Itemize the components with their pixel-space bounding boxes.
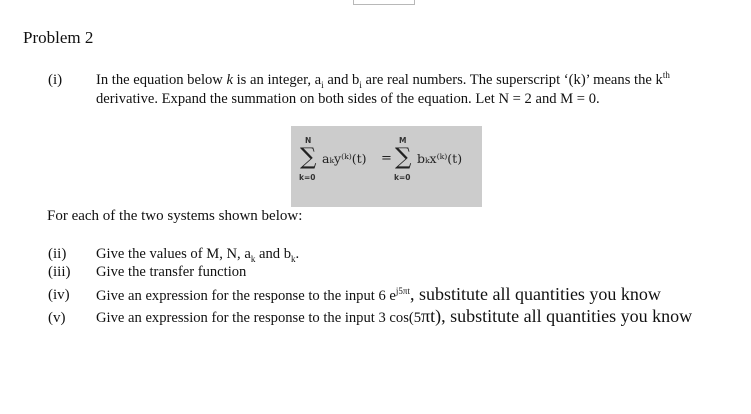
left-term: aₖy⁽ᵏ⁾(t) [322,151,367,166]
intro-text: For each of the two systems shown below: [47,208,303,224]
item-v-text: Give an expression for the response to the input 3 cos(5πt), substitute all quantities you know [96,306,693,326]
part-i-text [96,71,736,109]
item-iv-text: Give an expression for the response to the input 6 $e^{j5\pi t}$, substitute all quantities you know [96,284,661,304]
item-iv-number: (iv) [48,287,70,303]
item-ii-text: Give the values of M, N, $a_k$ and $b_k$. [96,246,300,264]
left-sum-upper-limit: N [305,136,312,145]
equation-image [291,126,482,207]
top-edge-box [353,0,415,5]
item-ii-number: (ii) [48,246,67,262]
left-sum-lower-limit: k=0 [299,173,316,182]
equals-sign: = [381,151,392,166]
right-term: bₖx⁽ᵏ⁾(t) [417,151,463,166]
item-iii-number: (iii) [48,264,71,280]
item-v-number: (v) [48,310,66,326]
right-sigma-symbol: ∑ [395,144,412,170]
problem-title: Problem 2 [23,28,94,47]
part-i-line-2: derivative. Expand the summation on both sides of the equation. Let N = 2 and M = 0. [96,91,600,107]
part-i-line-1: In the equation below k is an integer, $a_i$ and $b_i$ are real numbers. The superscript ‘(k)’ means the $k^{th}$ [96,70,670,90]
left-sigma-symbol: ∑ [300,144,317,170]
part-i-number: (i) [48,72,63,88]
right-sum-lower-limit: k=0 [394,173,411,182]
item-iii-text: Give the transfer function [96,264,247,280]
right-sum-upper-limit: M [399,136,407,145]
